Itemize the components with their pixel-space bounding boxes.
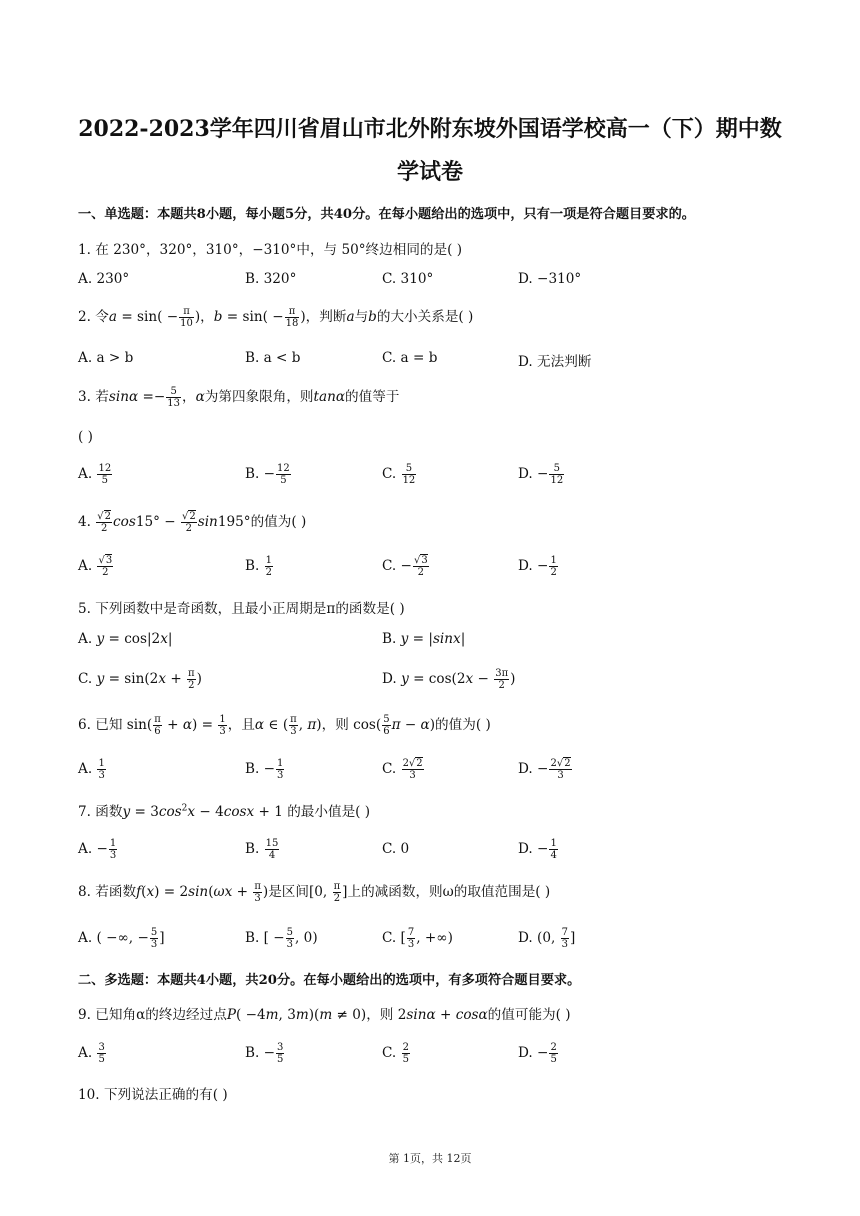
q4-option-b: B. $\frac{1}{2}$ <box>245 555 273 578</box>
q2-option-d: D. 无法判断 <box>518 354 592 370</box>
section-single-choice: 一、单选题：本题共8小题，每小题5分，共40分。在每小题给出的选项中，只有一项是符合题目要求的。 <box>78 207 695 222</box>
q6-option-c: C. $\frac{2√2}{3}$ <box>382 758 423 781</box>
q6-option-b: B. − $\frac{1}{3}$ <box>245 758 284 781</box>
q2-option-c: C. a = b <box>382 350 438 366</box>
question-10: 10. 下列说法正确的有( ) <box>78 1087 228 1103</box>
q9-option-b: B. − $\frac{3}{5}$ <box>245 1042 284 1065</box>
q5-option-a: A. y = cos|2x| <box>78 631 173 647</box>
q3-option-d: D. − $\frac{5}{12}$ <box>518 463 564 486</box>
q5-option-b: B. y = |sinx| <box>382 631 466 647</box>
q9-option-d: D. − $\frac{2}{5}$ <box>518 1042 557 1065</box>
q8-option-b: B. [ − $\frac{5}{3}$ , 0) <box>245 927 318 950</box>
q1-option-d: D. −310° <box>518 271 582 287</box>
q3-option-b: B. − $\frac{12}{5}$ <box>245 463 290 486</box>
q2-option-b: B. a < b <box>245 350 301 366</box>
question-7: 7. 函数$y = 3\cos^2x - 4\cos x + 1$ 的最小值是( ) <box>78 803 371 820</box>
question-5: 5. 下列函数中是奇函数，且最小正周期是π的函数是( ) <box>78 601 405 617</box>
q1-option-c: C. 310° <box>382 271 434 287</box>
q1-option-b: B. 320° <box>245 271 297 287</box>
q4-option-c: C. − $\frac{√3}{2}$ <box>382 555 428 578</box>
exam-title-line1: 2022-2023学年四川省眉山市北外附东坡外国语学校高一（下）期中数 <box>78 116 782 142</box>
q7-option-a: A. − $\frac{1}{3}$ <box>78 838 117 861</box>
q1-option-a: A. 230° <box>78 271 130 287</box>
q6-option-a: A. $\frac{1}{3}$ <box>78 758 105 781</box>
q8-option-c: C. [ $\frac{7}{3}$ , +∞) <box>382 927 453 950</box>
question-2: 2. 令a = sin( − $\frac{\pi}{10}$ )，b = sin( − $\frac{\pi}{18}$ )，判断a与b的大小关系是( ) <box>78 306 474 329</box>
q7-option-c: C. 0 <box>382 841 410 857</box>
q9-option-c: C. $\frac{2}{5}$ <box>382 1042 409 1065</box>
question-6: 6. 已知 sin( $\frac{\pi}{6}$ + α) = $\frac{1}{3}$ ，且α ∈ ( $\frac{\pi}{3}$ , π)，则 cos( $\frac{5}{6}$ π − α)的值为( ) <box>78 714 491 737</box>
question-8: 8. 若函数f(x) = 2sin(ωx + $\frac{\pi}{3}$ )是区间[0, $\frac{\pi}{2}$ ]上的减函数，则ω的取值范围是( ) <box>78 881 551 904</box>
q6-option-d: D. − $\frac{2√2}{3}$ <box>518 758 571 781</box>
q9-option-a: A. $\frac{3}{5}$ <box>78 1042 105 1065</box>
question-3-paren: ( ) <box>78 429 93 445</box>
question-1: 1. 在 230°，320°，310°，−310°中，与 50°终边相同的是( ) <box>78 242 463 258</box>
q4-option-d: D. − $\frac{1}{2}$ <box>518 555 557 578</box>
q5-option-c: C. y = sin(2x + $\frac{\pi}{2}$ ) <box>78 668 202 691</box>
q7-option-d: D. − $\frac{1}{4}$ <box>518 838 557 861</box>
section-multiple-choice: 二、多选题：本题共4小题，共20分。在每小题给出的选项中，有多项符合题目要求。 <box>78 973 581 988</box>
question-4: 4. $\frac{√2}{2}$ cos15° − $\frac{√2}{2}$ sin195°的值为( ) <box>78 511 307 534</box>
q7-option-b: B. $\frac{15}{4}$ <box>245 838 279 861</box>
q5-option-d: D. y = cos(2x − $\frac{3\pi}{2}$ ) <box>382 668 516 691</box>
q8-option-d: D. (0, $\frac{7}{3}$ ] <box>518 927 576 950</box>
question-9: 9. 已知角α的终边经过点P( −4m, 3m)(m ≠ 0)，则 2sinα + cosα的值可能为( ) <box>78 1007 571 1023</box>
q4-option-a: A. $\frac{√3}{2}$ <box>78 555 113 578</box>
q3-option-c: C. $\frac{5}{12}$ <box>382 463 416 486</box>
q8-option-a: A. ( −∞, − $\frac{5}{3}$ ] <box>78 927 165 950</box>
page-footer: 第 1页，共 12页 <box>388 1152 472 1165</box>
q2-option-a: A. a > b <box>78 350 134 366</box>
q3-option-a: A. $\frac{12}{5}$ <box>78 463 112 486</box>
question-3: 3. 若sinα =− $\frac{5}{13}$ ，α为第四象限角，则tanα的值等于 <box>78 386 400 409</box>
exam-title-line2: 学试卷 <box>396 159 463 185</box>
